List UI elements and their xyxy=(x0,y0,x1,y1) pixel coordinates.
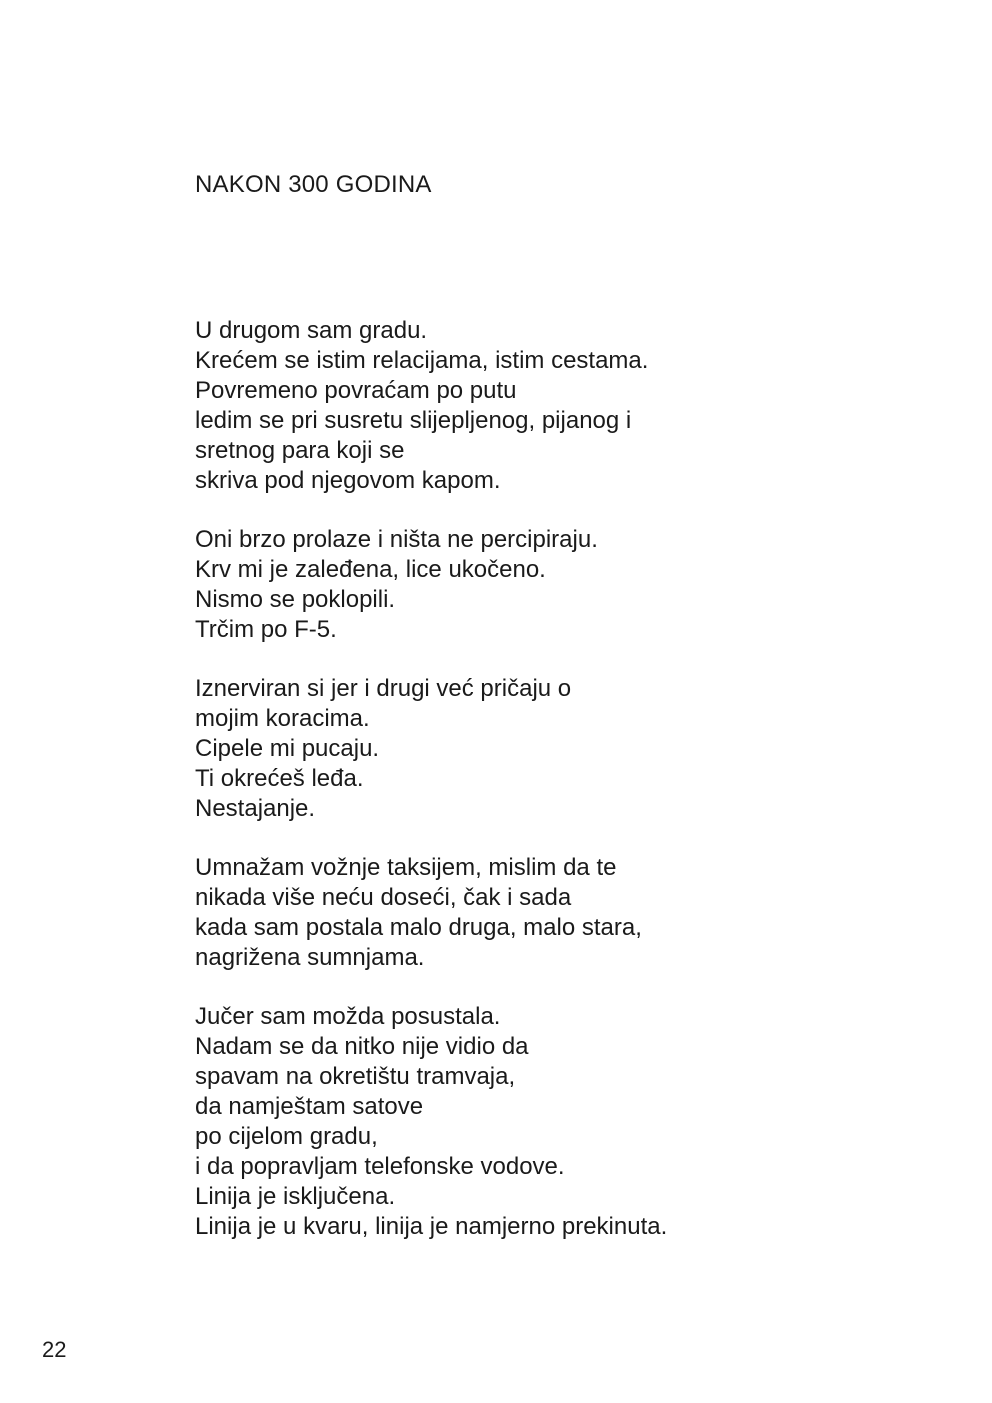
stanza-1 xyxy=(195,316,915,496)
poem-line: U drugom sam gradu. xyxy=(195,317,428,344)
stanza-2 xyxy=(195,525,915,645)
poem-line: Nadam se da nitko nije vidio da xyxy=(195,1033,529,1060)
poem-body xyxy=(195,316,915,1271)
poem-line: Cipele mi pucaju. xyxy=(195,735,380,762)
poem-line: nagrižena sumnjama. xyxy=(195,944,425,971)
poem-line: Krećem se istim relacijama, istim cestama. xyxy=(195,347,649,374)
poem-line: Nismo se poklopili. xyxy=(195,586,396,613)
poem-line: skriva pod njegovom kapom. xyxy=(195,467,501,494)
poem-line: kada sam postala malo druga, malo stara, xyxy=(195,914,642,941)
poem-line: Nestajanje. xyxy=(195,795,316,822)
stanza-5 xyxy=(195,1002,915,1242)
page-number: 22 xyxy=(42,1337,67,1362)
poem-line: ledim se pri susretu slijepljenog, pijanog i xyxy=(195,407,632,434)
stanza-4 xyxy=(195,853,915,973)
poem-line: Linija je isključena. xyxy=(195,1183,396,1210)
poem-line: po cijelom gradu, xyxy=(195,1123,378,1150)
stanza-3 xyxy=(195,674,915,824)
poem-line: Jučer sam možda posustala. xyxy=(195,1003,501,1030)
poem-line: Krv mi je zaleđena, lice ukočeno. xyxy=(195,556,546,583)
poem-line: i da popravljam telefonske vodove. xyxy=(195,1153,565,1180)
poem-line: nikada više neću doseći, čak i sada xyxy=(195,884,572,911)
poem-title: NAKON 300 GODINA xyxy=(195,171,432,198)
poem-line: da namještam satove xyxy=(195,1093,424,1120)
poem-line: sretnog para koji se xyxy=(195,437,405,464)
poem-line: Oni brzo prolaze i ništa ne percipiraju. xyxy=(195,526,598,553)
poem-line: Ti okrećeš leđa. xyxy=(195,765,364,792)
poem-line: Povremeno povraćam po putu xyxy=(195,377,517,404)
poem-line: Iznerviran si jer i drugi već pričaju o xyxy=(195,675,572,702)
poem-line: mojim koracima. xyxy=(195,705,370,732)
poem-line: spavam na okretištu tramvaja, xyxy=(195,1063,516,1090)
poem-line: Trčim po F-5. xyxy=(195,616,337,643)
poem-line: Linija je u kvaru, linija je namjerno prekinuta. xyxy=(195,1213,668,1240)
poem-line: Umnažam vožnje taksijem, mislim da te xyxy=(195,854,617,881)
